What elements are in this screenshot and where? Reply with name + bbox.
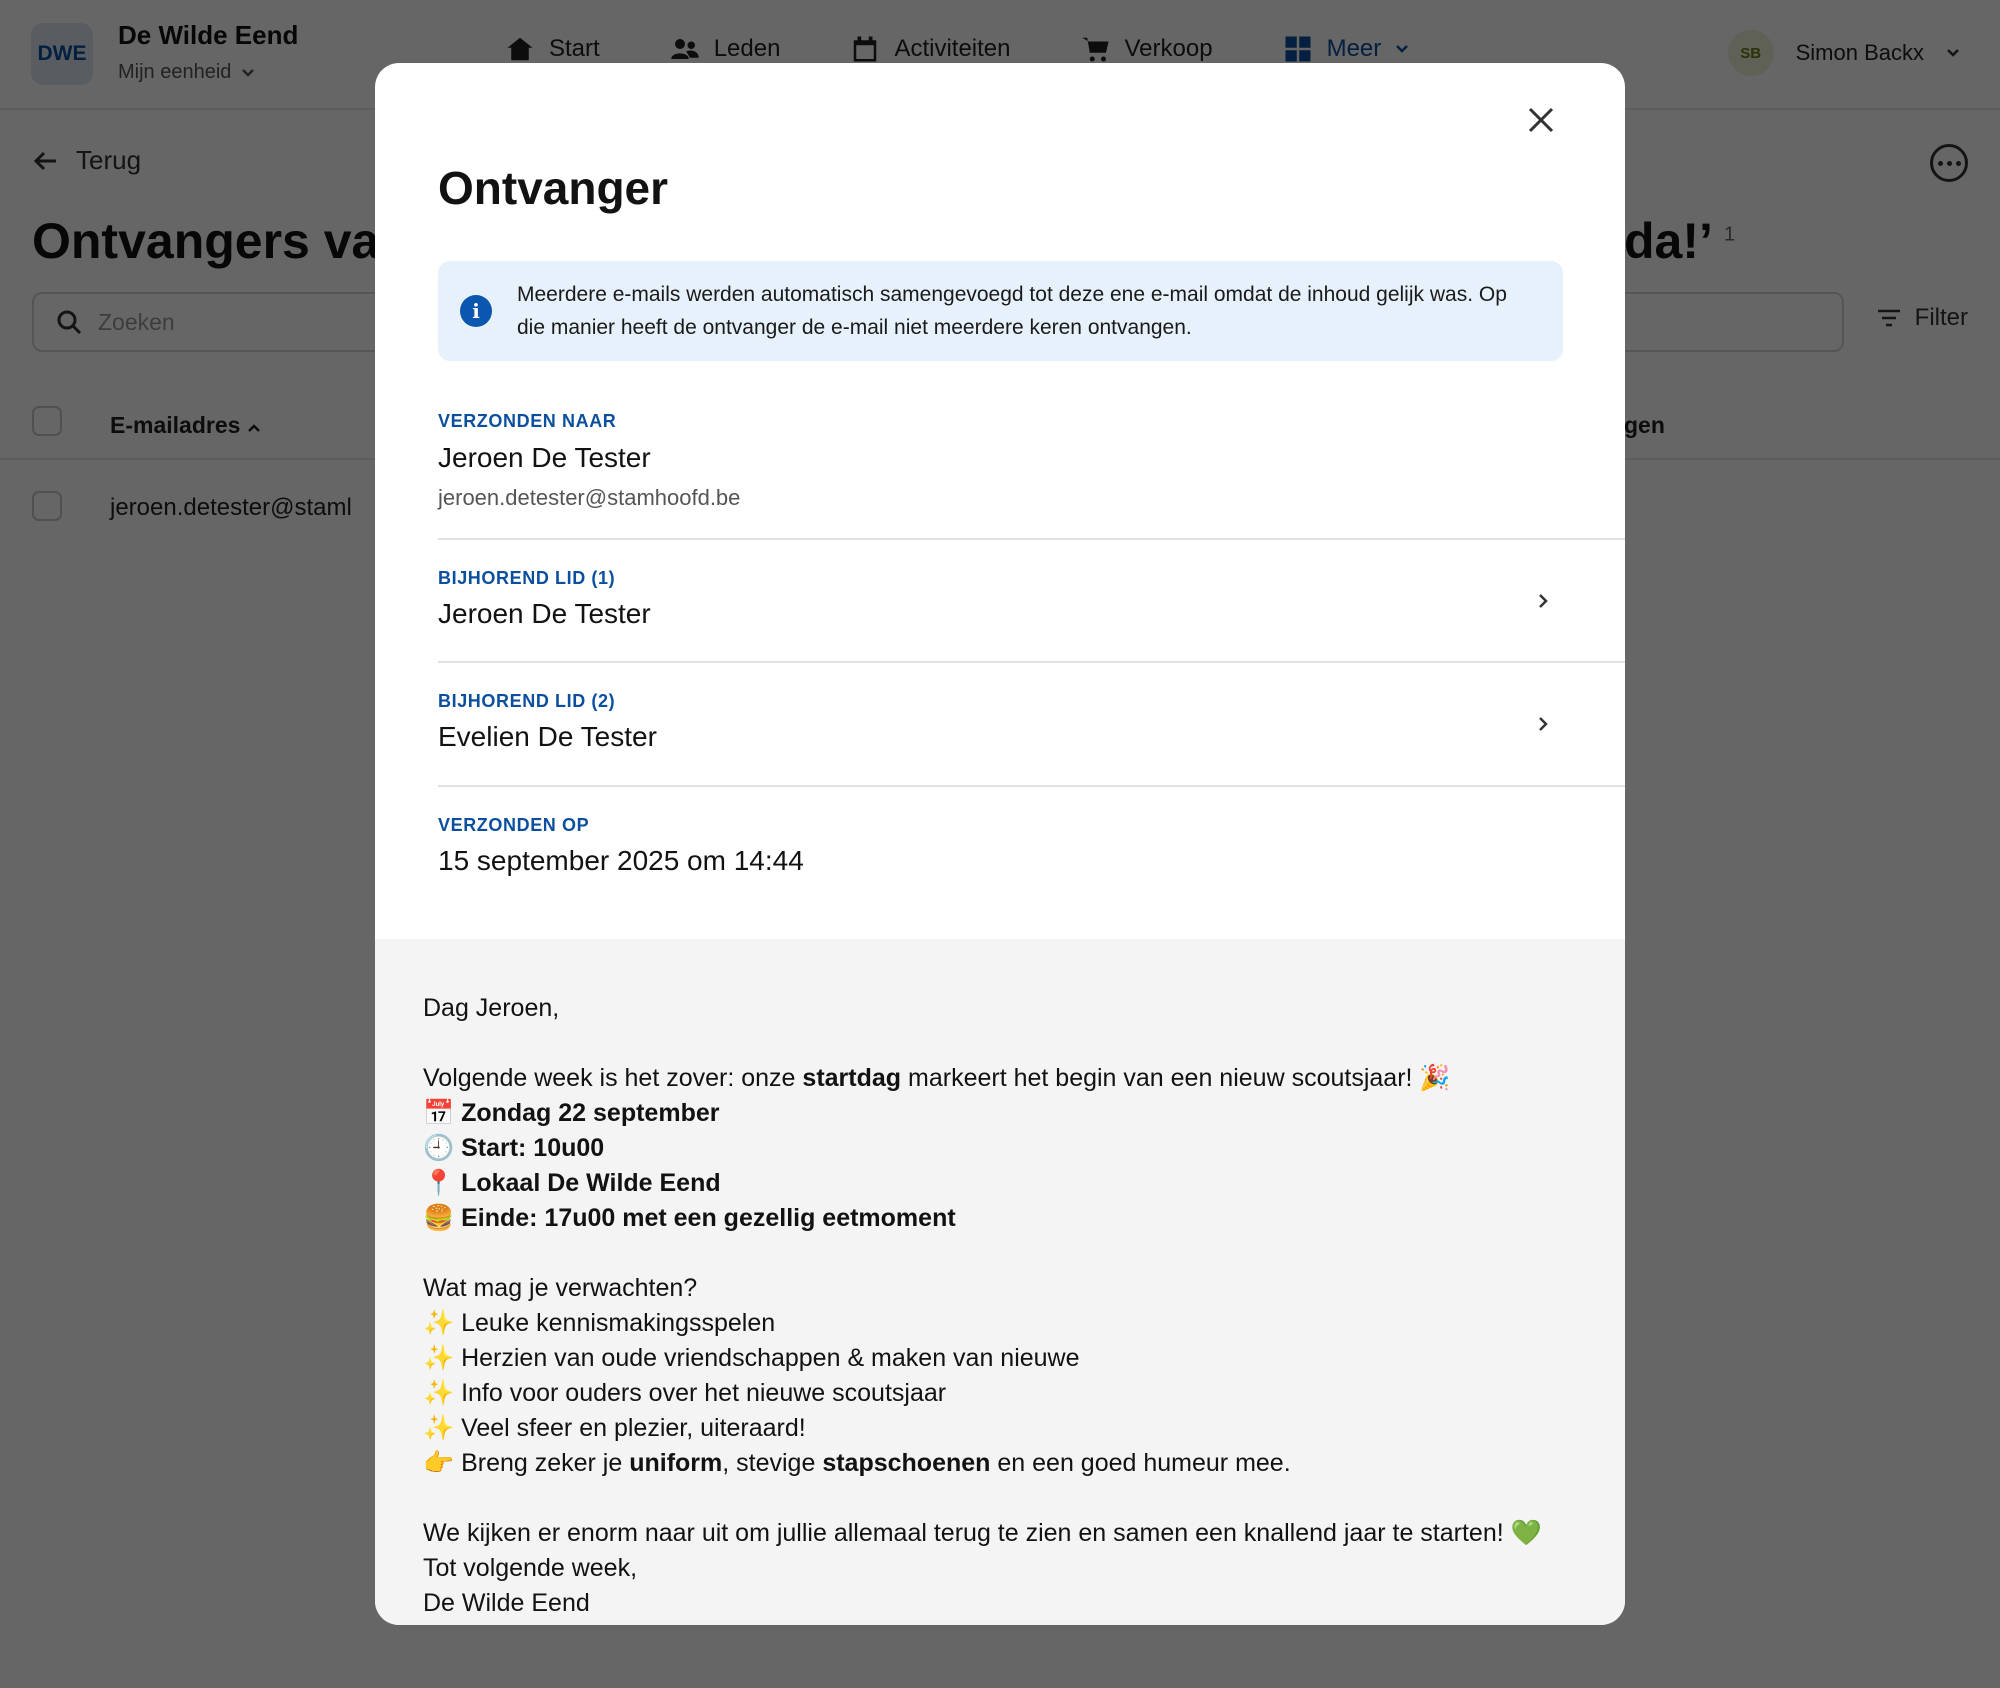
- email-outro: We kijken er enorm naar uit om jullie allemaal terug te zien en samen een knallend jaar te starten! 💚: [423, 1519, 1542, 1547]
- member1-label: BIJHOREND LID (1): [438, 568, 616, 588]
- divider: [438, 785, 1625, 787]
- email-closing: Tot volgende week,: [423, 1554, 638, 1582]
- sent-to-label: VERZONDEN NAAR: [438, 411, 617, 431]
- member2-label: BIJHOREND LID (2): [438, 691, 616, 711]
- email-bring-uniform: uniform: [629, 1449, 723, 1477]
- modal-title: Ontvanger: [438, 162, 669, 214]
- email-end-text: 🍔 Einde: 17u00 met een gezellig eetmoment: [423, 1204, 956, 1232]
- email-intro: [423, 1061, 1577, 1096]
- info-text: Meerdere e-mails werden automatisch samengevoegd tot deze ene e-mail omdat de inhoud gelijk was. Op die manier heeft de ontvanger de e-mail niet meerdere keren ontvangen.: [517, 283, 1507, 339]
- email-intro-bold: startdag: [802, 1064, 902, 1092]
- email-start: [423, 1131, 1577, 1166]
- email-bring-a: 👉 Breng zeker je: [423, 1449, 630, 1477]
- email-expect-item: ✨ Herzien van oude vriendschappen & maken van nieuwe: [423, 1344, 1080, 1372]
- email-start-text: 🕘 Start: 10u00: [423, 1134, 605, 1162]
- email-expect-item: ✨ Info voor ouders over het nieuwe scoutsjaar: [423, 1379, 947, 1407]
- email-expect-item: ✨ Leuke kennismakingsspelen: [423, 1309, 776, 1337]
- email-date-text: 📅 Zondag 22 september: [423, 1099, 720, 1127]
- email-expect-item: ✨ Veel sfeer en plezier, uiteraard!: [423, 1414, 806, 1442]
- member2-name: Evelien De Tester: [438, 721, 657, 752]
- recipient-modal: [375, 63, 1625, 1625]
- email-intro-a: Volgende week is het zover: onze: [423, 1064, 803, 1092]
- member1-name: Jeroen De Tester: [438, 598, 651, 629]
- email-blank-line: [423, 1236, 1577, 1271]
- sent-to-name: Jeroen De Tester: [438, 442, 651, 473]
- email-bring-c: , stevige: [722, 1449, 823, 1477]
- email-blank-line: [423, 1481, 1577, 1516]
- email-blank-line: [423, 1026, 1577, 1061]
- email-bring-e: en een goed humeur mee.: [990, 1449, 1291, 1477]
- divider: [438, 661, 1625, 663]
- email-bring-shoes: stapschoenen: [822, 1449, 991, 1477]
- email-date: [423, 1096, 1577, 1131]
- sent-on-label: VERZONDEN OP: [438, 815, 590, 835]
- info-icon: i: [460, 295, 492, 327]
- close-button[interactable]: [1519, 98, 1563, 142]
- info-box: [438, 261, 1563, 361]
- divider: [438, 538, 1625, 540]
- email-greeting: Dag Jeroen,: [423, 994, 560, 1022]
- email-location-text: 📍 Lokaal De Wilde Eend: [423, 1169, 721, 1197]
- close-icon: [1528, 107, 1554, 133]
- email-intro-c: markeert het begin van een nieuw scoutsjaar! 🎉: [901, 1064, 1451, 1092]
- chevron-right-icon: [1533, 714, 1553, 734]
- email-expect-title: Wat mag je verwachten?: [423, 1274, 698, 1302]
- email-location: [423, 1166, 1577, 1201]
- sent-on-value: 15 september 2025 om 14:44: [438, 845, 804, 876]
- email-end: [423, 1201, 1577, 1236]
- email-preview: [375, 939, 1625, 1625]
- chevron-right-icon: [1533, 591, 1553, 611]
- email-signature: De Wilde Eend: [423, 1589, 590, 1617]
- sent-to-email: jeroen.detester@stamhoofd.be: [438, 485, 741, 510]
- email-bring: [423, 1446, 1577, 1481]
